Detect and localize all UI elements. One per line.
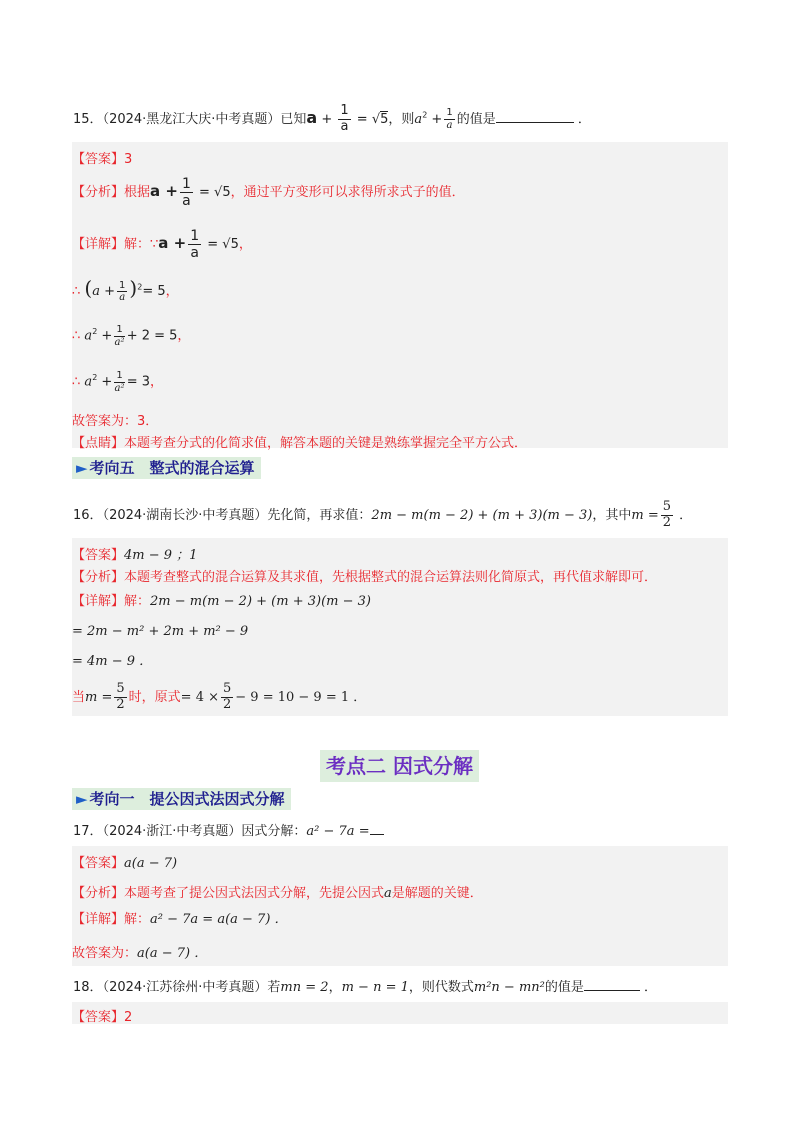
triangle-marker-icon: ►: [76, 790, 88, 808]
detail-line-1-16: = 2m − m² + 2m + m² − 9: [72, 624, 249, 639]
step-3-15: ∴ $a^2$ + $\frac{1}{\text{a²}}$ = 3，: [72, 370, 163, 394]
detail-line-2-16: = 4m − 9 ．: [72, 654, 153, 669]
section-heading-1: ► 考向一 提公因式法因式分解: [72, 788, 291, 810]
question-17: 17．（2024·浙江·中考真题）因式分解：a² − 7a =: [73, 820, 384, 839]
detail-15: 【详解】解：∵a + $\frac{1}{a}$ = √5，: [72, 228, 252, 262]
analysis-15: 【分析】根据a + $\frac{1}{a}$ = √5，通过平方变形可以求得所求式子的值．: [72, 176, 465, 210]
question-15: 15．（2024·黑龙江大庆·中考真题）已知a + $\frac{1}{a}$ = √5，则$a^2$ + $\frac{1}{a}$ 的值是 ．: [73, 103, 591, 134]
answer-blank[interactable]: [584, 978, 640, 991]
fraction-1-over-a: $\frac{1}{a}$: [340, 103, 349, 134]
answer-16: 【答案】4m − 9 ；1: [72, 548, 198, 563]
answer-blank[interactable]: [496, 110, 574, 123]
answer-blank[interactable]: [370, 822, 384, 835]
solution-box-18: [72, 1002, 728, 1024]
question-18: 18．（2024·江苏徐州·中考真题）若mn = 2，m − n = 1，则代数式m²n − mn²的值是 ．: [73, 980, 658, 995]
conclusion-17: 故答案为：a(a − 7) ．: [72, 946, 208, 961]
chapter-heading: 考点二 因式分解: [320, 750, 479, 782]
answer-15: 【答案】3: [72, 152, 133, 167]
answer-18: 【答案】2: [72, 1010, 133, 1025]
detail-17: 【详解】解：a² − 7a = a(a − 7) ．: [72, 912, 288, 927]
question-16: 16．（2024·湖南长沙·中考真题）先化简，再求值：2m − m(m − 2) + (m + 3)(m − 3)，其中m = $\frac{5}{2}$ ．: [73, 499, 693, 530]
answer-17: 【答案】a(a − 7): [72, 856, 178, 871]
analysis-16: 【分析】本题考查整式的混合运算及其求值，先根据整式的混合运算法则化简原式，再代值求解即可．: [72, 570, 658, 585]
fraction-1-over-a2: $\frac{1}{a}$: [446, 107, 453, 131]
step-1-15: ∴ (a + $\frac{1}{a}$ )$^2$= 5，: [72, 276, 179, 303]
section-heading-5: ► 考向五 整式的混合运算: [72, 457, 261, 479]
conclusion-15: 故答案为：3．: [72, 414, 159, 429]
comment-15: 【点睛】本题考查分式的化简求值，解答本题的关键是熟练掌握完全平方公式．: [72, 436, 528, 451]
detail-16: 【详解】解：2m − m(m − 2) + (m + 3)(m − 3): [72, 594, 371, 609]
step-2-15: ∴ $a^2$ + $\frac{1}{\text{a²}}$ + 2 = 5，: [72, 324, 191, 348]
triangle-marker-icon: ►: [76, 459, 88, 477]
evaluation-16: 当m = $\frac{5}{2}$ 时，原式= 4 × $\frac{5}{2}$ − 9 = 10 − 9 = 1 ．: [72, 681, 367, 712]
analysis-17: 【分析】本题考查了提公因式法因式分解，先提公因式a是解题的关键．: [72, 886, 483, 901]
